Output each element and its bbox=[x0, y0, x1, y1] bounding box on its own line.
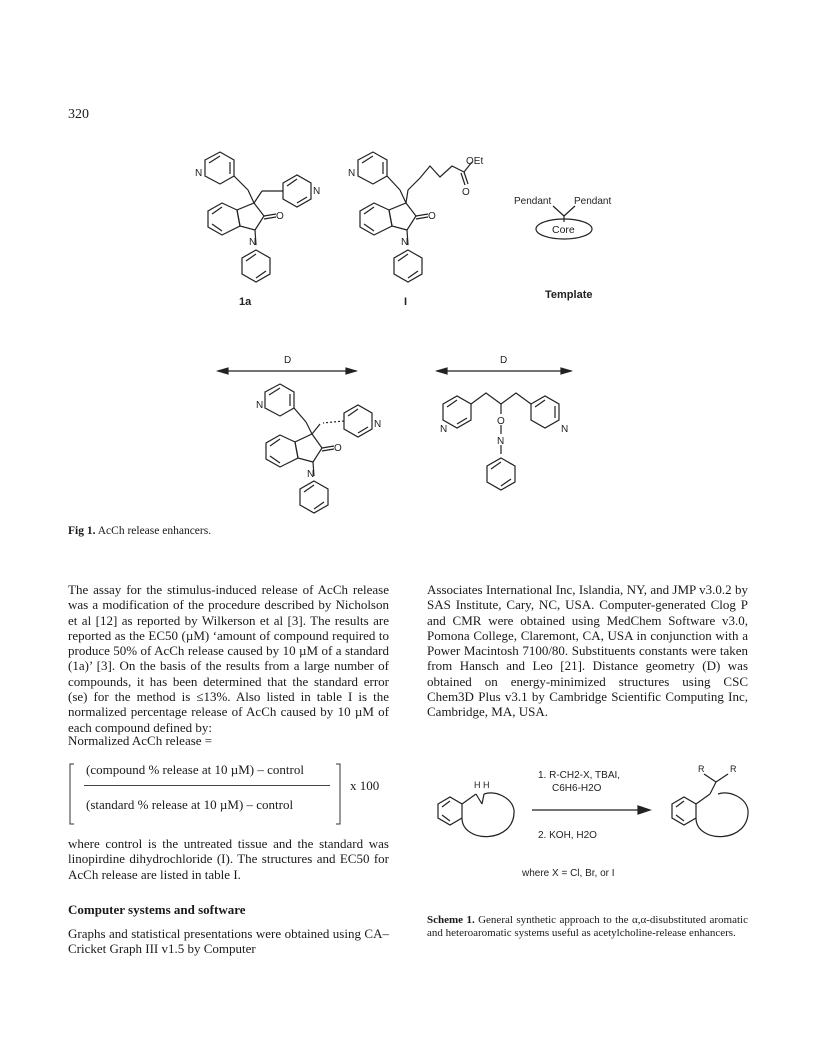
distance-label-2: D bbox=[500, 355, 508, 366]
atom-N-lower-right: N bbox=[374, 419, 382, 430]
scheme-1 bbox=[420, 760, 760, 880]
template-pendant-right: Pendant bbox=[574, 196, 612, 207]
atom-N-1a-right: N bbox=[313, 186, 321, 197]
atom-N-lr-core: N bbox=[497, 436, 505, 447]
atom-N-1a-left: N bbox=[195, 168, 203, 179]
right-paragraph-1: Associates International Inc, Islandia, NY, and JMP v3.0.2 by SAS Institute, Cary, NC, USA. Computer-generated Clog P and CMR were obtained using MedChem Software v3.0, Pomona College, Claremont, CA, USA in conjunction with a Power Macintosh 7100/80. Substituents constants were taken from Hansch and Leo [21]. Distance geometry (D) was obtained on energy-minimized structures using CSC Chem3D Plus v3.1 by Cambridge Scientific Computing Inc, Cambridge, MA, USA. bbox=[427, 582, 748, 720]
atom-OEt: OEt bbox=[466, 156, 484, 167]
page-number: 320 bbox=[68, 107, 89, 122]
atom-N-lower-left: N bbox=[256, 400, 264, 411]
atom-N-I-left: N bbox=[348, 168, 356, 179]
atom-O-lr: O bbox=[497, 416, 505, 427]
distance-label-1: D bbox=[284, 355, 292, 366]
atom-N-lr-left: N bbox=[440, 424, 448, 435]
label-1a: 1a bbox=[239, 296, 252, 308]
template-pendant-left: Pendant bbox=[514, 196, 552, 207]
figure-caption-label: Fig 1. bbox=[68, 525, 96, 537]
section-heading: Computer systems and software bbox=[68, 902, 246, 917]
equation-title: Normalized AcCh release = bbox=[68, 733, 213, 748]
figure-caption bbox=[68, 525, 211, 537]
compound-1a-structure bbox=[205, 152, 311, 282]
scheme-step2: 2. KOH, H2O bbox=[538, 830, 597, 841]
atom-O-I: O bbox=[428, 211, 436, 222]
equation-numerator: (compound % release at 10 µM) – control bbox=[86, 762, 304, 777]
scheme-caption bbox=[427, 914, 748, 939]
left-paragraph-3: Graphs and statistical presentations were obtained using CA–Cricket Graph III v1.5 by Computer bbox=[68, 926, 389, 957]
atom-O-lower: O bbox=[334, 443, 342, 454]
label-template: Template bbox=[545, 289, 593, 301]
distance-arrow-2 bbox=[437, 368, 571, 374]
label-I: I bbox=[404, 296, 408, 308]
scheme-where: where X = Cl, Br, or I bbox=[522, 868, 615, 879]
left-paragraph-1: The assay for the stimulus-induced release of AcCh release was a modification of the procedure described by Nicholson et al [12] as reported by Wilkerson et al [3]. The results are reported as the EC50 (µM) ‘amount of compound required to produce 50% of AcCh release caused by 10 µM of a standard (1a)’ [3]. On the basis of the results from a large number of compounds, it has been determined that the standard error (se) for the method is ≤13%. Also listed in table I is the normalized percentage release of AcCh caused by 10 µM of each compound defined by: bbox=[68, 582, 389, 735]
scheme-caption-label: Scheme 1. bbox=[427, 914, 475, 926]
scheme-r2: R bbox=[730, 764, 737, 774]
fraction-bar bbox=[84, 785, 330, 786]
figure-caption-text: AcCh release enhancers. bbox=[97, 525, 212, 537]
atom-N-lr-right: N bbox=[561, 424, 569, 435]
atom-N-I-core: N bbox=[401, 237, 409, 248]
atom-O-1a: O bbox=[276, 211, 284, 222]
equation-multiplier: x 100 bbox=[350, 778, 380, 793]
equation-denominator: (standard % release at 10 µM) – control bbox=[86, 797, 294, 812]
compound-lower-structure bbox=[265, 384, 372, 513]
scheme-hh-label: H H bbox=[474, 780, 490, 790]
atom-N-lower-core: N bbox=[307, 469, 315, 480]
left-paragraph-2: where control is the untreated tissue and the standard was linopirdine dihydrochloride (I). The structures and EC50 for AcCh release are listed in table I. bbox=[68, 836, 389, 882]
atom-N-1a-core: N bbox=[249, 237, 257, 248]
atom-O-ester: O bbox=[462, 187, 470, 198]
template-core: Core bbox=[552, 224, 575, 236]
scheme-step1b: C6H6-H2O bbox=[552, 783, 602, 794]
scheme-r1: R bbox=[698, 764, 705, 774]
compound-I-structure bbox=[358, 152, 472, 282]
scheme-step1: 1. R-CH2-X, TBAI, bbox=[538, 770, 621, 781]
scheme-caption-text: General synthetic approach to the α,α-disubstituted aromatic and heteroaromatic systems useful as acetylcholine-release enhancers. bbox=[427, 914, 748, 939]
distance-arrow-1 bbox=[218, 368, 356, 374]
